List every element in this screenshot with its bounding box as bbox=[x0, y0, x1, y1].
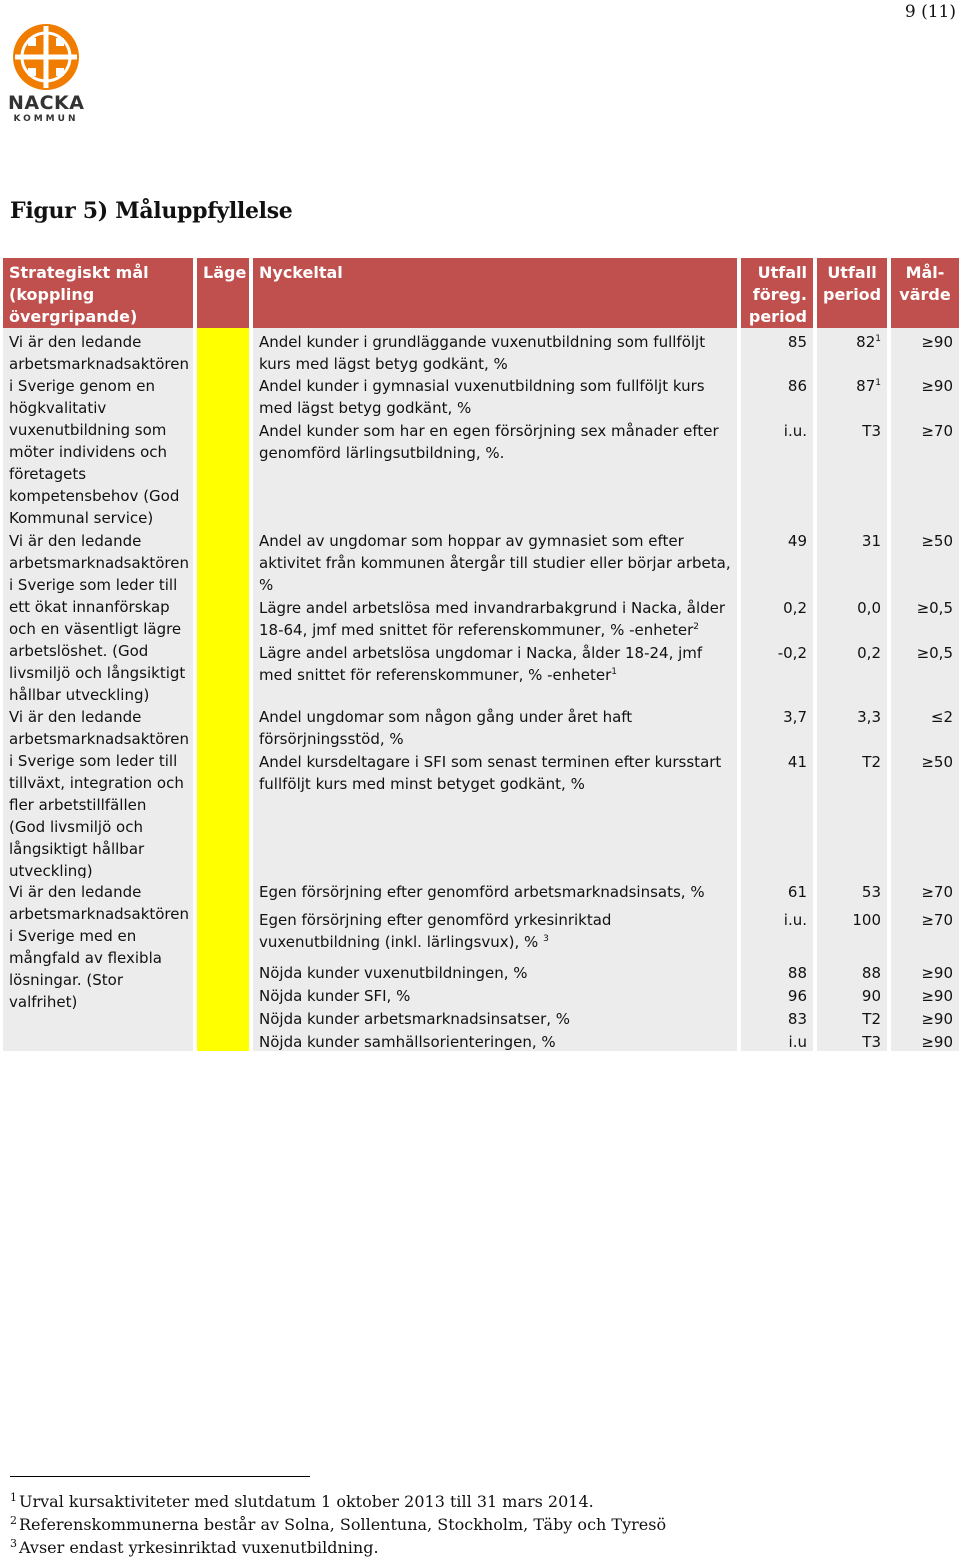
goal-fulfilment-table bbox=[3, 258, 953, 1051]
status-indicator-yellow bbox=[197, 703, 249, 878]
indicator-label: Lägre andel arbetslösa ungdomar i Nacka, ålder 18-24, jmf med snittet för referenskommuner, % -enheter bbox=[259, 644, 703, 684]
target-value: ≥70 bbox=[891, 878, 959, 906]
indicator-text: Nöjda kunder samhällsorienteringen, % bbox=[253, 1028, 737, 1051]
header-status: Läge bbox=[197, 258, 249, 328]
indicator-text: Andel kursdeltagare i SFI som senast terminen efter kursstart fullföljt kurs med minst betyget godkänt, % bbox=[253, 748, 737, 878]
period-result: 31 bbox=[817, 527, 887, 594]
period-result: T2 bbox=[817, 1005, 887, 1028]
footnote-number: 1 bbox=[10, 1490, 17, 1504]
previous-result: 0,2 bbox=[741, 594, 813, 639]
footnote bbox=[10, 1536, 666, 1559]
previous-result: 88 bbox=[741, 959, 813, 982]
previous-result: 41 bbox=[741, 748, 813, 878]
indicator-text: Andel kunder i gymnasial vuxenutbildning som fullföljt kurs med lägst betyg godkänt, % bbox=[253, 372, 737, 417]
previous-result: i.u bbox=[741, 1028, 813, 1051]
previous-result: i.u. bbox=[741, 417, 813, 527]
status-indicator-yellow bbox=[197, 878, 249, 1051]
footnote-text: Avser endast yrkesinriktad vuxenutbildning. bbox=[19, 1538, 379, 1557]
target-value: ≤2 bbox=[891, 703, 959, 748]
figure-title: Figur 5) Måluppfyllelse bbox=[10, 198, 293, 224]
indicator-text: Nöjda kunder arbetsmarknadsinsatser, % bbox=[253, 1005, 737, 1028]
footnote-ref: 3 bbox=[543, 934, 549, 944]
target-value: ≥70 bbox=[891, 906, 959, 959]
indicator-text: Andel kunder som har en egen försörjning sex månader efter genomförd lärlingsutbildning, %. bbox=[253, 417, 737, 527]
previous-result: -0,2 bbox=[741, 639, 813, 703]
previous-result: 49 bbox=[741, 527, 813, 594]
target-value: ≥90 bbox=[891, 1005, 959, 1028]
strategic-goal: Vi är den ledande arbetsmarknadsaktören i Sverige som leder till tillväxt, integration och fler arbetstillfällen (God livsmiljö och långsiktigt hållbar utveckling) bbox=[3, 703, 193, 878]
footnotes bbox=[10, 1490, 666, 1559]
indicator-text bbox=[253, 906, 737, 959]
period-result: 53 bbox=[817, 878, 887, 906]
footnote-text: Referenskommunerna består av Solna, Sollentuna, Stockholm, Täby och Tyresö bbox=[19, 1515, 667, 1534]
indicator-text: Andel kunder i grundläggande vuxenutbildning som fullföljt kurs med lägst betyg godkänt, % bbox=[253, 328, 737, 372]
status-indicator-yellow bbox=[197, 328, 249, 527]
period-result: T2 bbox=[817, 748, 887, 878]
header-period-result: Utfall period bbox=[817, 258, 887, 328]
previous-result: 61 bbox=[741, 878, 813, 906]
target-value: ≥90 bbox=[891, 372, 959, 417]
strategic-goal: Vi är den ledande arbetsmarknadsaktören i Sverige som leder till ett ökat innanförskap och en väsentligt lägre arbetslöshet. (God livsmiljö och långsiktigt hållbar utveckling) bbox=[3, 527, 193, 703]
previous-result: 3,7 bbox=[741, 703, 813, 748]
indicator-text bbox=[253, 639, 737, 703]
indicator-text: Nöjda kunder vuxenutbildningen, % bbox=[253, 959, 737, 982]
period-result: 90 bbox=[817, 982, 887, 1005]
period-value: 87 bbox=[856, 377, 876, 395]
indicator-text bbox=[253, 594, 737, 639]
indicator-text: Andel av ungdomar som hoppar av gymnasiet som efter aktivitet från kommunen återgår till studier eller börjar arbeta, % bbox=[253, 527, 737, 594]
target-value: ≥90 bbox=[891, 328, 959, 372]
header-target-value: Mål-värde bbox=[891, 258, 959, 328]
header-strategic-goal: Strategiskt mål (koppling övergripande) bbox=[3, 258, 193, 328]
footnote-number: 3 bbox=[10, 1536, 17, 1550]
period-result: 0,2 bbox=[817, 639, 887, 703]
previous-result: 83 bbox=[741, 1005, 813, 1028]
status-indicator-yellow bbox=[197, 527, 249, 703]
footnote bbox=[10, 1490, 666, 1513]
period-result bbox=[817, 372, 887, 417]
previous-result: 86 bbox=[741, 372, 813, 417]
footnote-text: Urval kursaktiviteter med slutdatum 1 oktober 2013 till 31 mars 2014. bbox=[19, 1492, 594, 1511]
period-result: T3 bbox=[817, 1028, 887, 1051]
target-value: ≥90 bbox=[891, 1028, 959, 1051]
header-indicator: Nyckeltal bbox=[253, 258, 737, 328]
strategic-goal: Vi är den ledande arbetsmarknadsaktören i Sverige genom en högkvalitativ vuxenutbildning som möter individens och företagets kompetensbehov (God Kommunal service) bbox=[3, 328, 193, 527]
period-result: 0,0 bbox=[817, 594, 887, 639]
page-number: 9 (11) bbox=[904, 2, 956, 22]
target-value: ≥0,5 bbox=[891, 594, 959, 639]
nacka-emblem-icon bbox=[8, 20, 84, 94]
footnote bbox=[10, 1513, 666, 1536]
target-value: ≥50 bbox=[891, 527, 959, 594]
nacka-logo bbox=[8, 20, 84, 126]
indicator-text: Andel ungdomar som någon gång under året haft försörjningsstöd, % bbox=[253, 703, 737, 748]
target-value: ≥70 bbox=[891, 417, 959, 527]
target-value: ≥90 bbox=[891, 959, 959, 982]
period-result: T3 bbox=[817, 417, 887, 527]
period-value: 82 bbox=[856, 333, 876, 351]
indicator-text: Nöjda kunder SFI, % bbox=[253, 982, 737, 1005]
logo-subname: KOMMUN bbox=[13, 114, 79, 124]
indicator-label: Egen försörjning efter genomförd yrkesinriktad vuxenutbildning (inkl. lärlingsvux), % bbox=[259, 911, 612, 951]
previous-result: 96 bbox=[741, 982, 813, 1005]
logo-name: NACKA bbox=[8, 92, 85, 114]
footnote-ref: 1 bbox=[611, 667, 618, 677]
footnote-divider bbox=[10, 1476, 310, 1477]
header-previous-result: Utfall föreg. period bbox=[741, 258, 813, 328]
strategic-goal: Vi är den ledande arbetsmarknadsaktören i Sverige med en mångfald av flexibla lösningar. (Stor valfrihet) bbox=[3, 878, 193, 1051]
previous-result: i.u. bbox=[741, 906, 813, 959]
period-result bbox=[817, 328, 887, 372]
footnote-ref: 2 bbox=[693, 622, 699, 632]
indicator-text: Egen försörjning efter genomförd arbetsmarknadsinsats, % bbox=[253, 878, 737, 906]
footnote-number: 2 bbox=[10, 1513, 17, 1527]
period-result: 3,3 bbox=[817, 703, 887, 748]
period-result: 100 bbox=[817, 906, 887, 959]
previous-result: 85 bbox=[741, 328, 813, 372]
footnote-ref: 1 bbox=[875, 334, 881, 344]
target-value: ≥90 bbox=[891, 982, 959, 1005]
footnote-ref: 1 bbox=[875, 378, 881, 388]
target-value: ≥50 bbox=[891, 748, 959, 878]
period-result: 88 bbox=[817, 959, 887, 982]
indicator-label: Lägre andel arbetslösa med invandrarbakgrund i Nacka, ålder 18-64, jmf med snittet för referenskommuner, % -enheter bbox=[259, 599, 726, 639]
target-value: ≥0,5 bbox=[891, 639, 959, 703]
